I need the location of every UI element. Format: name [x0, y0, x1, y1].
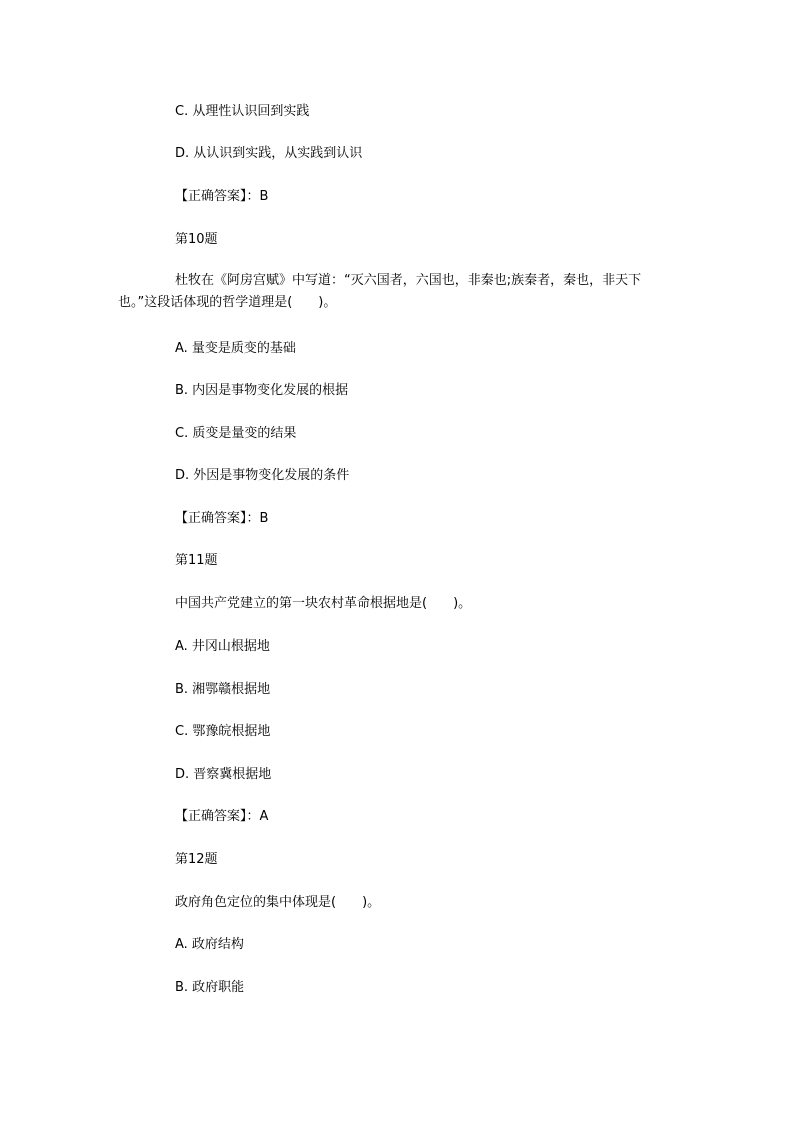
q11-answer: 【正确答案】：A: [175, 809, 269, 824]
q12-option-a: A. 政府结构: [175, 937, 244, 952]
q10-option-d: D. 外因是事物变化发展的条件: [175, 468, 350, 483]
q11-title: 第11题: [175, 553, 218, 568]
q10-answer: 【正确答案】：B: [175, 511, 269, 526]
q12-question: 政府角色定位的集中体现是( )。: [175, 895, 381, 910]
q10-option-c: C. 质变是量变的结果: [175, 426, 297, 441]
q9-answer: 【正确答案】：B: [175, 189, 269, 204]
q11-option-a: A. 井冈山根据地: [175, 639, 270, 654]
q12-title: 第12题: [175, 852, 218, 867]
q11-option-d: D. 晋察冀根据地: [175, 767, 272, 782]
q11-option-c: C. 鄂豫皖根据地: [175, 724, 271, 739]
q10-question: 杜牧在《阿房宫赋》中写道：“灭六国者，六国也，非秦也;族秦者，秦也，非天下也。”这段话体现的哲学道理是( )。: [118, 273, 642, 310]
q10-option-b: B. 内因是事物变化发展的根据: [175, 383, 349, 398]
q9-option-c: C. 从理性认识回到实践: [175, 104, 310, 119]
q11-question: 中国共产党建立的第一块农村革命根据地是( )。: [175, 596, 472, 611]
q12-option-b: B. 政府职能: [175, 980, 245, 995]
q10-option-a: A. 量变是质变的基础: [175, 341, 296, 356]
q10-title: 第10题: [175, 232, 218, 247]
q11-option-b: B. 湘鄂赣根据地: [175, 682, 271, 697]
q9-option-d: D. 从认识到实践，从实践到认识: [175, 146, 363, 161]
